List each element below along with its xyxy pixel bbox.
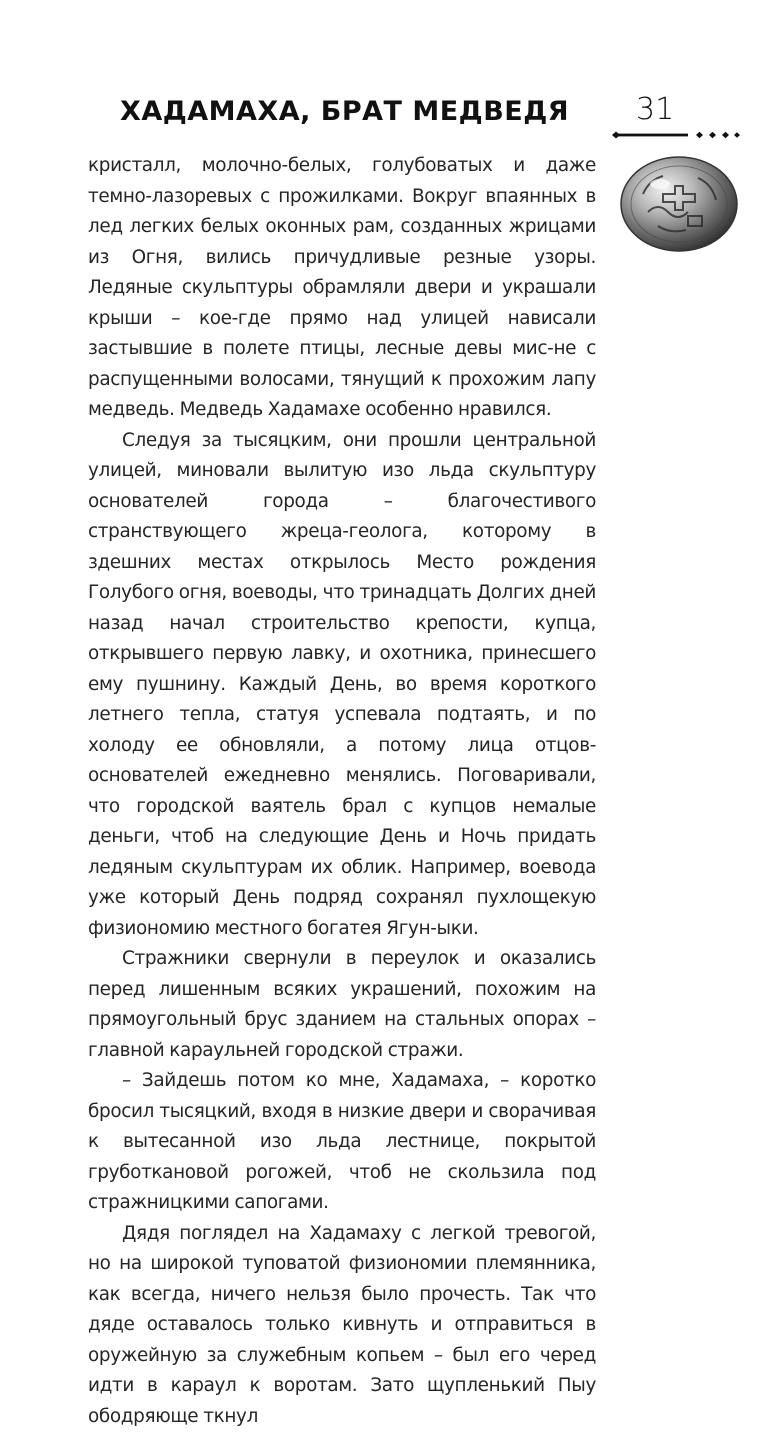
silver-medallion-icon <box>618 154 740 254</box>
dot-line-ornament-icon <box>612 131 740 139</box>
paragraph: Следуя за тысяцким, они прошли центральной улицей, миновали вылитую изо льда скульптуру основателей города – благочестивого странствующего жреца-геолога, которому в здешних местах открылось Место рождения Голубого огня, воеводы, что тринадцать Долгих дней назад начал строительство крепости, купца, открывшего первую лавку, и охотника, принесшего ему пушнину. Каждый День, во время короткого летнего тепла, статуя успевала подтаять, и по холоду ее обновляли, а потому лица отцов-основателей ежедневно менялись. Поговаривали, что городской ваятель брал с купцов немалые деньги, чтоб на следующие День и Ночь придать ледяным скульптурам их облик. Например, воевода уже который День подряд сохранял пухлощекую физиономию местного богатея Ягун-ыки. <box>88 426 596 945</box>
page-number: 31 <box>636 92 674 127</box>
paragraph: кристалл, молочно-белых, голубоватых и даже темно-лазоревых с прожилками. Вокруг впаянных в лед легких белых оконных рам, созданных жрицами из Огня, вились причудливые резные узоры. Ледяные скульптуры обрамляли двери и украшали крыши – кое-где прямо над улицей нависали застывшие в полете птицы, лесные девы мис-не с распущенными волосами, тянущий к прохожим лапу медведь. Медведь Хадамахе особенно нравился. <box>88 151 596 426</box>
paragraph: Стражники свернули в переулок и оказались перед лишенным всяких украшений, похожим на прямоугольный брус зданием на стальных опорах – главной караульней городской стражи. <box>88 944 596 1066</box>
running-title: ХАДАМАХА, БРАТ МЕДВЕДЯ <box>120 96 569 127</box>
paragraph: – Зайдешь потом ко мне, Хадамаха, – коротко бросил тысяцкий, входя в низкие двери и сворачивая к вытесанной изо льда лестнице, покрытой груботкановой рогожей, чтоб не скользила под стражницкими сапогами. <box>88 1066 596 1219</box>
paragraph: Дядя поглядел на Хадамаху с легкой тревогой, но на широкой туповатой физиономии племянника, как всегда, ничего нельзя было прочесть. Так что дяде оставалось только кивнуть и отправиться в оружейную за служебным копьем – был его черед идти в караул к воротам. Зато щупленький Пыу ободряюще ткнул <box>88 1219 596 1432</box>
